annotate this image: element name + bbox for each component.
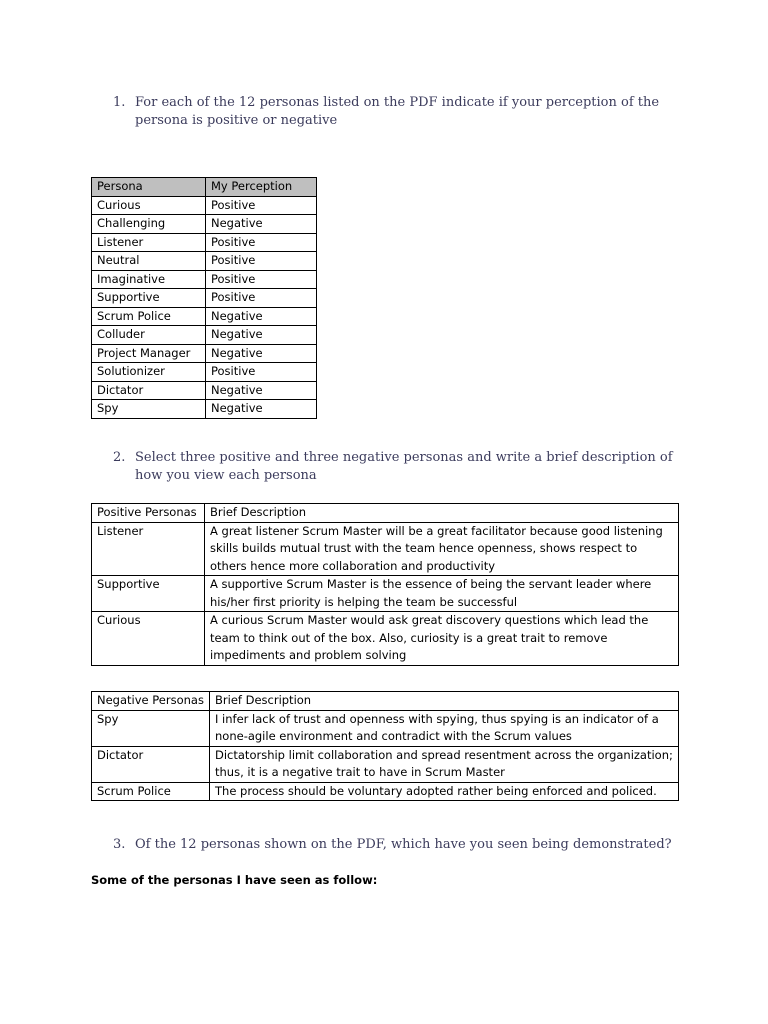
question-text: Of the 12 personas shown on the PDF, which have you seen being demonstrated? [135, 837, 672, 852]
question-text: For each of the 12 personas listed on the PDF indicate if your perception of the persona is positive or negative [135, 95, 660, 128]
persona-cell: Spy [92, 710, 210, 746]
value-cell: I infer lack of trust and openness with spying, thus spying is an indicator of a none-agile environment and contradict with the Scrum values [210, 710, 679, 746]
persona-cell: Curious [92, 612, 205, 666]
perception-table [91, 177, 317, 419]
persona-cell: Curious [92, 196, 206, 215]
value-cell: Negative [206, 381, 317, 400]
column-header: Brief Description [210, 692, 679, 711]
persona-cell: Supportive [92, 576, 205, 612]
table-row [92, 363, 317, 382]
question-2 [113, 449, 673, 485]
value-cell: Negative [206, 215, 317, 234]
value-cell: Negative [206, 400, 317, 419]
question-text: Select three positive and three negative personas and write a brief description of how you view each persona [135, 450, 673, 483]
value-cell: A curious Scrum Master would ask great discovery questions which lead the team to think out of the box. Also, curiosity is a great trait to remove impediments and problem solving [205, 612, 679, 666]
persona-cell: Challenging [92, 215, 206, 234]
value-cell: Negative [206, 344, 317, 363]
answer-note: Some of the personas I have seen as follow: [91, 873, 378, 887]
column-header: Positive Personas [92, 504, 205, 523]
table-row [92, 252, 317, 271]
persona-cell: Solutionizer [92, 363, 206, 382]
table-row [92, 344, 317, 363]
table-row [92, 289, 317, 308]
value-cell: Positive [206, 270, 317, 289]
column-header: Brief Description [205, 504, 679, 523]
table-row [92, 326, 317, 345]
table-row [92, 746, 679, 782]
persona-cell: Dictator [92, 746, 210, 782]
table-header-row [92, 692, 679, 711]
table-row [92, 522, 679, 576]
value-cell: Positive [206, 363, 317, 382]
table-row [92, 782, 679, 801]
table-header-row [92, 178, 317, 197]
persona-cell: Imaginative [92, 270, 206, 289]
table-row [92, 233, 317, 252]
value-cell: Positive [206, 233, 317, 252]
value-cell: Positive [206, 289, 317, 308]
negative-personas-table [91, 691, 679, 801]
table-header-row [92, 504, 679, 523]
persona-cell: Colluder [92, 326, 206, 345]
value-cell: Positive [206, 196, 317, 215]
persona-cell: Dictator [92, 381, 206, 400]
value-cell: Negative [206, 307, 317, 326]
table-row [92, 196, 317, 215]
persona-cell: Spy [92, 400, 206, 419]
value-cell: The process should be voluntary adopted rather being enforced and policed. [210, 782, 679, 801]
question-1 [113, 94, 673, 130]
table-row [92, 400, 317, 419]
question-number: 3. [113, 837, 126, 852]
persona-cell: Neutral [92, 252, 206, 271]
question-number: 1. [113, 95, 126, 110]
table-row [92, 612, 679, 666]
table-row [92, 710, 679, 746]
persona-cell: Scrum Police [92, 782, 210, 801]
value-cell: Negative [206, 326, 317, 345]
persona-cell: Scrum Police [92, 307, 206, 326]
persona-cell: Supportive [92, 289, 206, 308]
value-cell: A supportive Scrum Master is the essence of being the servant leader where his/her first priority is helping the team be successful [205, 576, 679, 612]
table-row [92, 215, 317, 234]
column-header: Negative Personas [92, 692, 210, 711]
table-row [92, 381, 317, 400]
table-row [92, 576, 679, 612]
table-row [92, 307, 317, 326]
positive-personas-table [91, 503, 679, 666]
persona-cell: Listener [92, 233, 206, 252]
persona-cell: Listener [92, 522, 205, 576]
value-cell: A great listener Scrum Master will be a great facilitator because good listening skills builds mutual trust with the team hence openness, shows respect to others hence more collaboration and productivity [205, 522, 679, 576]
question-3 [113, 836, 673, 854]
table-row [92, 270, 317, 289]
persona-cell: Project Manager [92, 344, 206, 363]
question-number: 2. [113, 450, 126, 465]
value-cell: Dictatorship limit collaboration and spread resentment across the organization; thus, it is a negative trait to have in Scrum Master [210, 746, 679, 782]
column-header: My Perception [206, 178, 317, 197]
column-header: Persona [92, 178, 206, 197]
value-cell: Positive [206, 252, 317, 271]
